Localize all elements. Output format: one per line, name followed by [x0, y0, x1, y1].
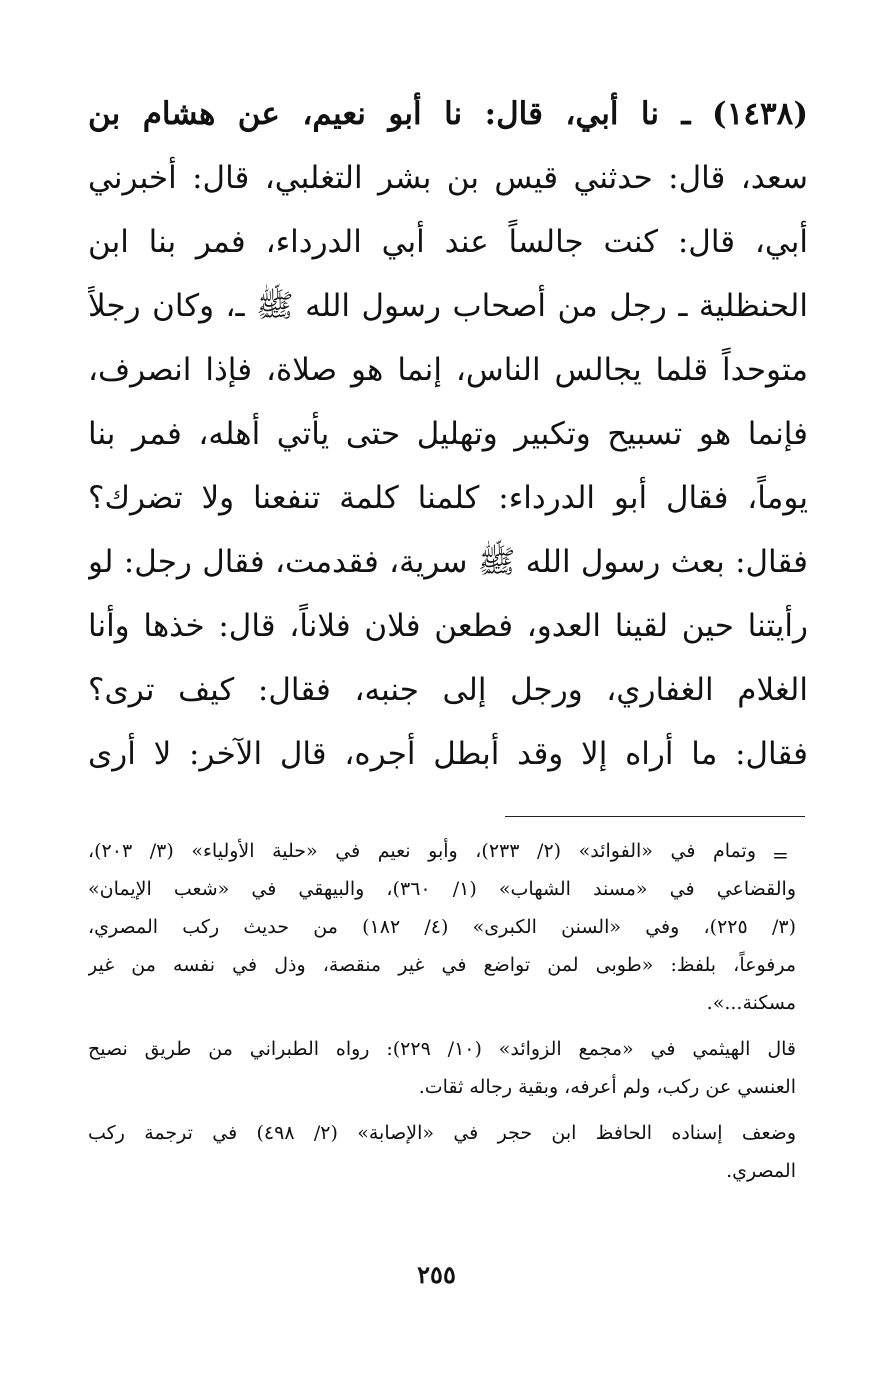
main-line: متوحداً قلما يجالس الناس، إنما هو صلاة، فإذا انصرف،: [88, 352, 808, 388]
footnote-line: (٣/ ٢٢٥)، وفي «السنن الكبرى» (٤/ ١٨٢) من حديث ركب المصري،: [88, 916, 796, 938]
footnote-paragraph: [88, 1030, 796, 1106]
footnote-divider: [505, 816, 805, 817]
main-line: فقال: ما أراه إلا وقد أبطل أجره، قال الآخر: لا أرى: [88, 736, 808, 772]
footnote-paragraph: [88, 1114, 796, 1190]
footnote-line: المصري.: [726, 1160, 796, 1182]
main-line: سعد، قال: حدثني قيس بن بشر التغلبي، قال: أخبرني: [88, 160, 808, 196]
footnote-paragraph: [88, 832, 796, 1022]
footnotes: [88, 832, 796, 1190]
footnote-line: مرفوعاً، بلفظ: «طوبى لمن تواضع في غير منقصة، وذل في نفسه من غير: [88, 954, 796, 976]
main-line: أبي، قال: كنت جالساً عند أبي الدرداء، فمر بنا ابن: [88, 224, 808, 260]
continuation-mark: =: [772, 843, 789, 867]
hadith-number: (١٤٣٨): [712, 96, 808, 132]
main-line: [88, 82, 808, 146]
main-line: فإنما هو تسبيح وتكبير وتهليل حتى يأتي أهله، فمر بنا: [88, 416, 808, 452]
footnote-line: قال الهيثمي في «مجمع الزوائد» (١٠/ ٢٢٩): رواه الطبراني من طريق نصيح: [88, 1038, 796, 1060]
page-number: ٢٥٥: [417, 1260, 456, 1289]
main-text: [88, 82, 808, 786]
main-line: يوماً، فقال أبو الدرداء: كلمنا كلمة تنفعنا ولا تضرك؟: [88, 480, 808, 516]
main-line: الحنظلية ـ رجل من أصحاب رسول الله ﷺ ـ، وكان رجلاً: [88, 288, 808, 324]
footnote-line: وضعف إسناده الحافظ ابن حجر في «الإصابة» (٢/ ٤٩٨) في ترجمة ركب: [88, 1122, 796, 1144]
footnote-line: وتمام في «الفوائد» (٢/ ٢٣٣)، وأبو نعيم في «حلية الأولياء» (٣/ ٢٠٣)،: [88, 840, 756, 862]
footnote-line: العنسي عن ركب، ولم أعرفه، وبقية رجاله ثقات.: [418, 1076, 796, 1098]
footnote-line: والقضاعي في «مسند الشهاب» (١/ ٣٦٠)، والبيهقي في «شعب الإيمان»: [88, 878, 796, 900]
main-line-text: ـ نا أبي، قال: نا أبو نعيم، عن هشام بن: [88, 96, 691, 132]
main-line: رأيتنا حين لقينا العدو، فطعن فلان فلاناً، قال: خذها وأنا: [88, 608, 808, 644]
main-line: الغلام الغفاري، ورجل إلى جنبه، فقال: كيف ترى؟: [88, 672, 808, 708]
footnote-line: مسكنة...».: [706, 992, 796, 1014]
main-line: فقال: بعث رسول الله ﷺ سرية، فقدمت، فقال رجل: لو: [88, 544, 808, 580]
